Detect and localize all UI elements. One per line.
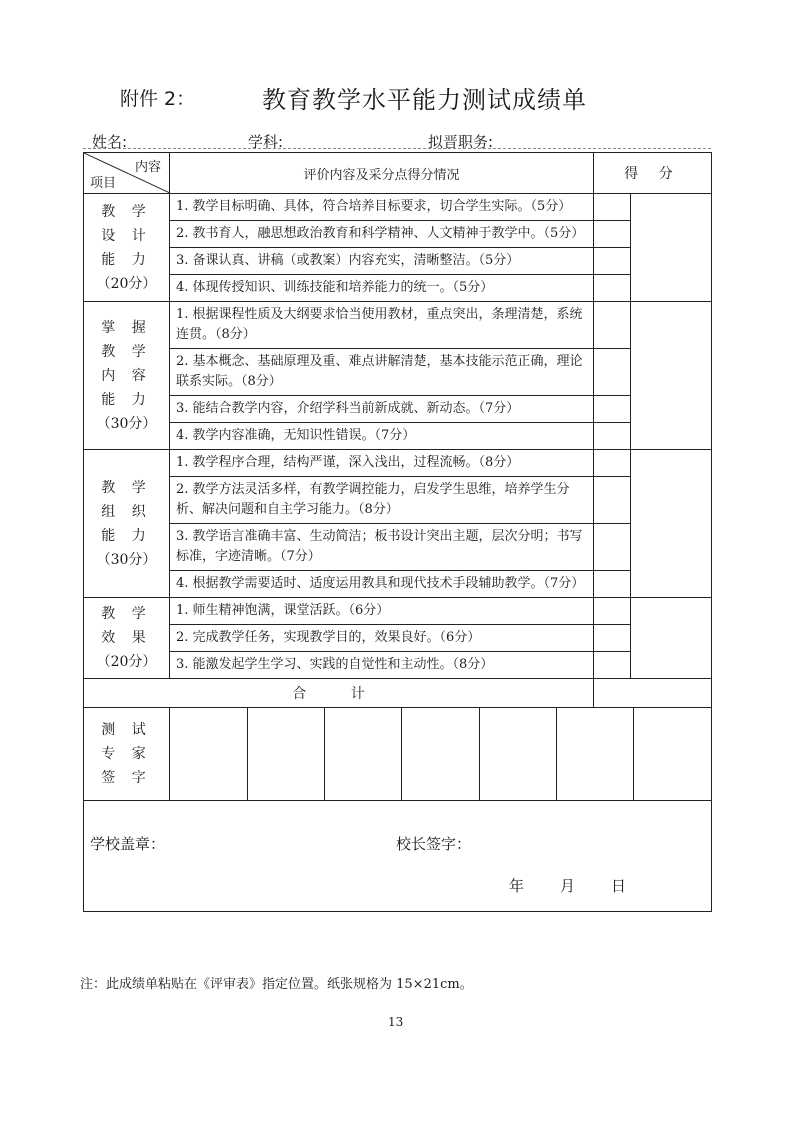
footnote: 注：此成绩单粘贴在《评审表》指定位置。纸张规格为 15×21cm。 — [80, 977, 473, 992]
score-cell[interactable] — [594, 423, 631, 450]
score-header: 得 分 — [594, 153, 712, 194]
page-title: 教育教学水平能力测试成绩单 — [262, 86, 587, 114]
score-cell[interactable] — [594, 221, 631, 248]
category-name-line: 组 织 — [101, 503, 152, 520]
criteria-row — [84, 477, 712, 524]
signature-label-line: 专 家 — [101, 746, 152, 762]
score-cell[interactable] — [594, 625, 631, 652]
category-points: （30分） — [96, 551, 157, 568]
signature-box[interactable] — [556, 708, 633, 800]
attachment-label: 附件 2： — [120, 88, 196, 110]
signature-boxes — [170, 708, 712, 801]
score-cell[interactable] — [594, 349, 631, 396]
corner-cell — [84, 153, 170, 194]
score-cell[interactable] — [594, 248, 631, 275]
header-underline — [83, 148, 711, 149]
signature-box[interactable] — [170, 708, 247, 800]
post-label: 拟晋职务: — [428, 133, 494, 151]
signature-label-line: 测 试 — [101, 722, 152, 738]
criteria-text: 1. 教学程序合理，结构严谨，深入浅出，过程流畅。（8分） — [170, 450, 594, 477]
criteria-row — [84, 598, 712, 625]
category-cell — [84, 302, 170, 450]
total-score-cell[interactable] — [594, 679, 712, 708]
signature-label-line: 签 字 — [101, 770, 152, 786]
criteria-text: 4. 体现传授知识、训练技能和培养能力的统一。（5分） — [170, 275, 594, 302]
criteria-text: 1. 根据课程性质及大纲要求恰当使用教材，重点突出，条理清楚，系统连贯。（8分） — [170, 302, 594, 349]
signature-box[interactable] — [479, 708, 556, 800]
signature-box[interactable] — [325, 708, 402, 800]
category-score-cell[interactable] — [631, 194, 712, 302]
subject-label: 学科: — [248, 133, 284, 151]
criteria-row — [84, 248, 712, 275]
criteria-row — [84, 396, 712, 423]
criteria-row — [84, 423, 712, 450]
score-cell[interactable] — [594, 302, 631, 349]
category-name-line: 能 力 — [101, 251, 152, 268]
criteria-row — [84, 221, 712, 248]
page-number: 13 — [388, 1015, 404, 1029]
category-name-line: 掌 握 — [101, 319, 152, 336]
category-cell — [84, 194, 170, 302]
criteria-text: 3. 能结合教学内容，介绍学科当前新成就、新动态。（7分） — [170, 396, 594, 423]
criteria-row — [84, 275, 712, 302]
score-cell[interactable] — [594, 450, 631, 477]
criteria-text: 2. 教学方法灵活多样，有教学调控能力，启发学生思维，培养学生分析、解决问题和自主学习能力。（8分） — [170, 477, 594, 524]
approval-cell — [84, 801, 712, 912]
category-name-line: 教 学 — [101, 479, 152, 496]
criteria-text: 3. 能激发起学生学习、实践的自觉性和主动性。（8分） — [170, 652, 594, 679]
table-header-row — [84, 153, 712, 194]
score-cell[interactable] — [594, 652, 631, 679]
criteria-text: 3. 教学语言准确丰富、生动简洁；板书设计突出主题，层次分明；书写标准，字迹清晰。（7分） — [170, 524, 594, 571]
criteria-row — [84, 349, 712, 396]
category-points: （20分） — [96, 275, 157, 292]
criteria-text: 2. 完成教学任务，实现教学目的，效果良好。（6分） — [170, 625, 594, 652]
category-score-cell[interactable] — [631, 450, 712, 598]
category-name-line: 能 力 — [101, 391, 152, 408]
signature-box[interactable] — [402, 708, 479, 800]
score-cell[interactable] — [594, 477, 631, 524]
total-row — [84, 679, 712, 708]
signature-box[interactable] — [247, 708, 324, 800]
score-cell[interactable] — [594, 275, 631, 302]
score-cell[interactable] — [594, 524, 631, 571]
score-cell[interactable] — [594, 194, 631, 221]
date-month-label: 月 — [560, 877, 576, 895]
category-name-line: 效 果 — [101, 630, 152, 646]
criteria-text: 3. 备课认真、讲稿（或教案）内容充实，清晰整洁。（5分） — [170, 248, 594, 275]
expert-signature-row — [84, 708, 712, 801]
category-name-line: 教 学 — [101, 606, 152, 622]
criteria-row — [84, 625, 712, 652]
category-score-cell[interactable] — [631, 302, 712, 450]
criteria-text: 4. 教学内容准确，无知识性错误。（7分） — [170, 423, 594, 450]
category-points: （30分） — [96, 415, 157, 432]
criteria-row — [84, 571, 712, 598]
category-cell — [84, 450, 170, 598]
date-line — [509, 875, 662, 896]
category-name-line: 设 计 — [101, 227, 152, 244]
criteria-row — [84, 652, 712, 679]
approval-row — [84, 801, 712, 912]
category-name-line: 教 学 — [101, 203, 152, 220]
date-year-label: 年 — [509, 877, 525, 895]
criteria-row — [84, 194, 712, 221]
category-score-cell[interactable] — [631, 598, 712, 679]
score-cell[interactable] — [594, 571, 631, 598]
signature-box[interactable] — [634, 708, 711, 800]
school-seal-label: 学校盖章： — [90, 835, 166, 853]
corner-content-label: 内容 — [134, 160, 161, 175]
criteria-text: 4. 根据教学需要适时、适度运用教具和现代技术手段辅助教学。（7分） — [170, 571, 594, 598]
criteria-text: 1. 教学目标明确、具体，符合培养目标要求，切合学生实际。（5分） — [170, 194, 594, 221]
criteria-row — [84, 302, 712, 349]
score-cell[interactable] — [594, 396, 631, 423]
category-name-line: 能 力 — [101, 527, 152, 544]
criteria-row — [84, 450, 712, 477]
date-day-label: 日 — [611, 877, 627, 895]
total-label: 合 计 — [84, 679, 594, 708]
category-name-line: 教 学 — [101, 343, 152, 360]
criteria-row — [84, 524, 712, 571]
score-sheet-table — [83, 152, 712, 912]
name-label: 姓名: — [92, 133, 128, 151]
score-cell[interactable] — [594, 598, 631, 625]
criteria-text: 1. 师生精神饱满，课堂活跃。（6分） — [170, 598, 594, 625]
category-cell — [84, 598, 170, 679]
category-name-line: 内 容 — [101, 367, 152, 384]
criteria-text: 2. 教书育人，融思想政治教育和科学精神、人文精神于教学中。（5分） — [170, 221, 594, 248]
criteria-text: 2. 基本概念、基础原理及重、难点讲解清楚，基本技能示范正确，理论联系实际。（8分） — [170, 349, 594, 396]
category-points: （20分） — [96, 654, 157, 670]
desc-header: 评价内容及采分点得分情况 — [170, 153, 594, 194]
principal-signature-label: 校长签字： — [396, 835, 472, 853]
corner-project-label: 项目 — [90, 176, 117, 191]
expert-signature-label — [84, 708, 170, 801]
